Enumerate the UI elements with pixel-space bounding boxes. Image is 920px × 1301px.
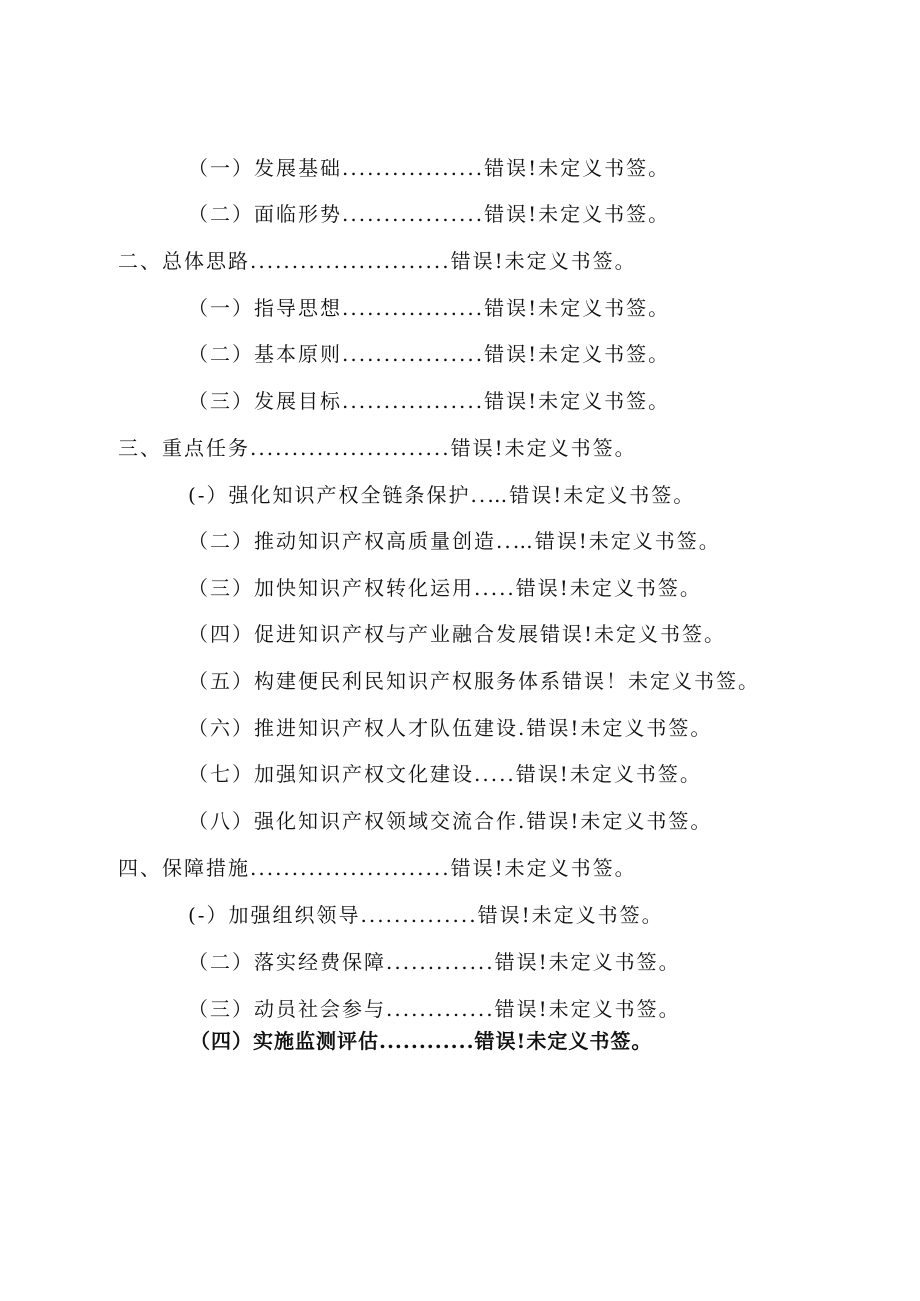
toc-entry[interactable]: （六）推进知识产权人才队伍建设.错误!未定义书签。 (188, 716, 713, 740)
toc-entry[interactable]: （二）面临形势.................错误!未定义书签。 (188, 202, 671, 226)
toc-entry[interactable]: （二）推动知识产权高质量创造..…错误!未定义书签。 (188, 529, 721, 553)
toc-entry[interactable]: (-）强化知识产权全链条保护..…错误!未定义书签。 (188, 483, 696, 507)
toc-entry[interactable]: （三）加快知识产权转化运用.....错误!未定义书签。 (188, 576, 702, 600)
toc-entry[interactable]: （八）强化知识产权领域交流合作.错误!未定义书签。 (188, 809, 713, 833)
toc-entry[interactable]: (-）加强组织领导..............错误!未定义书签。 (188, 903, 664, 927)
toc-entry[interactable]: （五）构建便民利民知识产权服务体系错误！未定义书签。 (188, 669, 760, 693)
toc-entry[interactable]: （一）指导思想.................错误!未定义书签。 (188, 296, 671, 320)
toc-entry[interactable]: （七）加强知识产权文化建设.....错误!未定义书签。 (188, 762, 702, 786)
toc-entry[interactable]: （一）发展基础.................错误!未定义书签。 (188, 156, 671, 180)
toc-entry[interactable]: （三）动员社会参与.............错误!未定义书签。 (188, 997, 681, 1021)
toc-entry[interactable]: （四）促进知识产权与产业融合发展错误!未定义书签。 (188, 622, 727, 646)
toc-entry[interactable]: （二）基本原则.................错误!未定义书签。 (188, 342, 671, 366)
toc-entry[interactable]: 二、总体思路........................错误!未定义书签。 (118, 249, 637, 273)
toc-entry[interactable]: （四）实施监测评估............错误!未定义书签。 (190, 1029, 653, 1053)
toc-entry[interactable]: （三）发展目标.................错误!未定义书签。 (188, 389, 671, 413)
toc-entry[interactable]: 三、重点任务........................错误!未定义书签。 (118, 436, 637, 460)
toc-entry[interactable]: 四、保障措施........................错误!未定义书签。 (118, 856, 637, 880)
toc-entry[interactable]: （二）落实经费保障.............错误!未定义书签。 (188, 950, 681, 974)
